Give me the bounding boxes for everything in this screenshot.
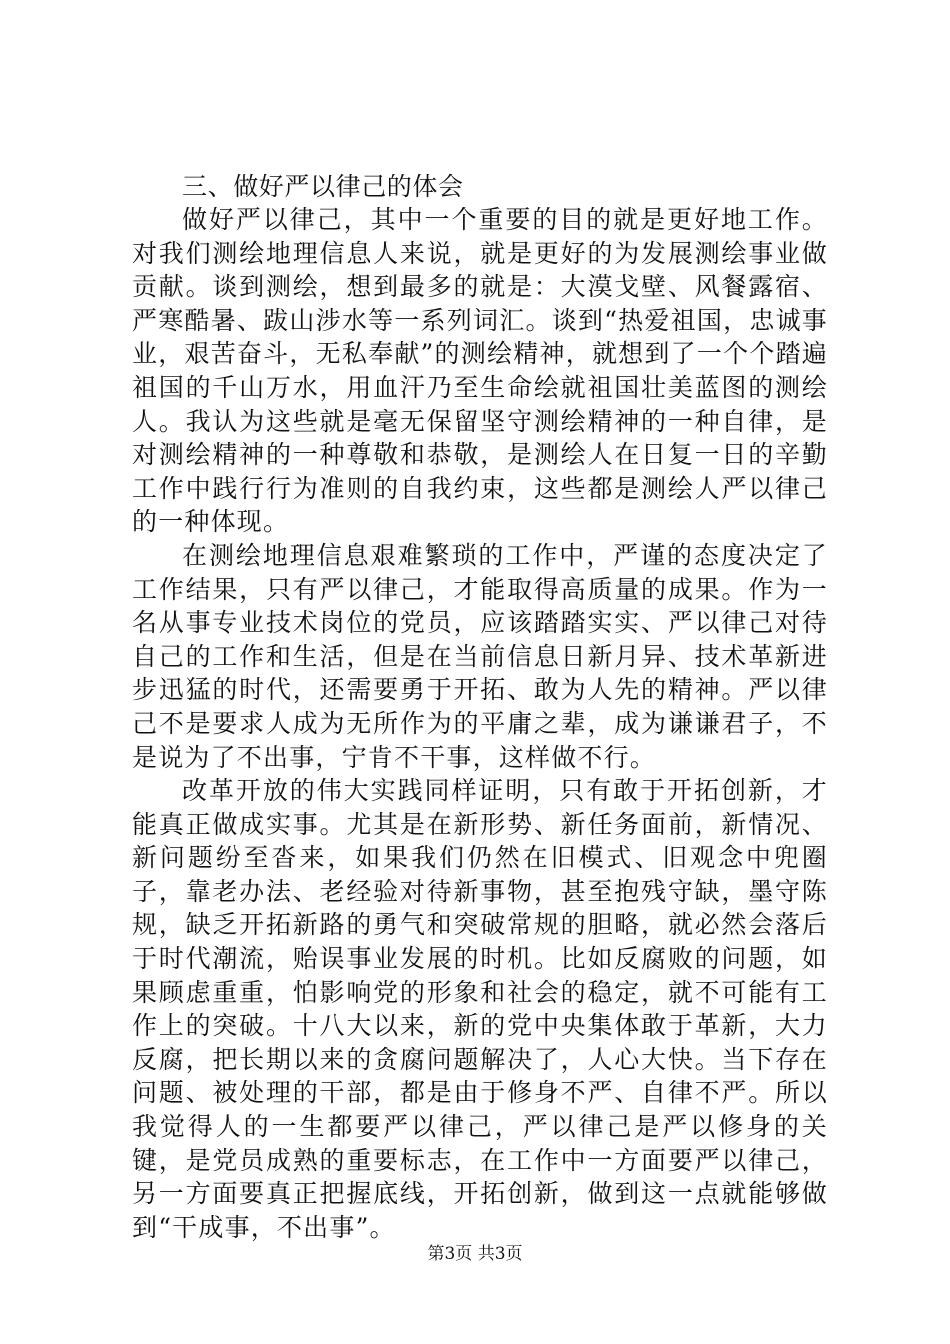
paragraph-2: 在测绘地理信息艰难繁琐的工作中，严谨的态度决定了工作结果，只有严以律己，才能取得高质量的成果。作为一名从事专业技术岗位的党员，应该踏踏实实、严以律己对待自己的工作和生活，但是在当前信息日新月异、技术革新进步迅猛的时代，还需要勇于开拓、敢为人先的精神。严以律己不是要求人成为无所作为的平庸之辈，成为谦谦君子，不是说为了不出事，宁肯不干事，这样做不行。: [132, 540, 828, 772]
paragraph-3: 改革开放的伟大实践同样证明，只有敢于开拓创新，才能真正做成实事。尤其是在新形势、新任务面前，新情况、新问题纷至沓来，如果我们仍然在旧模式、旧观念中兜圈子，靠老办法、老经验对待新事物，甚至抱残守缺，墨守陈规，缺乏开拓新路的勇气和突破常规的胆略，就必然会落后于时代潮流，贻误事业发展的时机。比如反腐败的问题，如果顾虑重重，怕影响党的形象和社会的稳定，就不可能有工作上的突破。十八大以来，新的党中央集体敢于革新，大力反腐，把长期以来的贪腐问题解决了，人心大快。当下存在问题、被处理的干部，都是由于修身不严、自律不严。所以我觉得人的一生都要严以律己，严以律己是严以修身的关键，是党员成熟的重要标志，在工作中一方面要严以律己，另一方面要真正把握底线，开拓创新，做到这一点就能够做到“干成事，不出事”。: [132, 776, 828, 1242]
section-heading: 三、做好严以律己的体会: [182, 172, 464, 201]
document-body: [132, 170, 828, 1244]
paragraph-1: 做好严以律己，其中一个重要的目的就是更好地工作。对我们测绘地理信息人来说，就是更好的为发展测绘事业做贡献。谈到测绘，想到最多的就是：大漠戈壁、风餐露宿、严寒酷暑、跋山涉水等一系列词汇。谈到“热爱祖国，忠诚事业，艰苦奋斗，无私奉献”的测绘精神，就想到了一个个踏遍祖国的千山万水，用血汗乃至生命绘就祖国壮美蓝图的测绘人。我认为这些就是毫无保留坚守测绘精神的一种自律，是对测绘精神的一种尊敬和恭敬，是测绘人在日复一日的辛勤工作中践行行为准则的自我约束，这些都是测绘人严以律己的一种体现。: [132, 205, 828, 537]
page-number-footer: 第3页 共3页: [427, 1244, 523, 1264]
